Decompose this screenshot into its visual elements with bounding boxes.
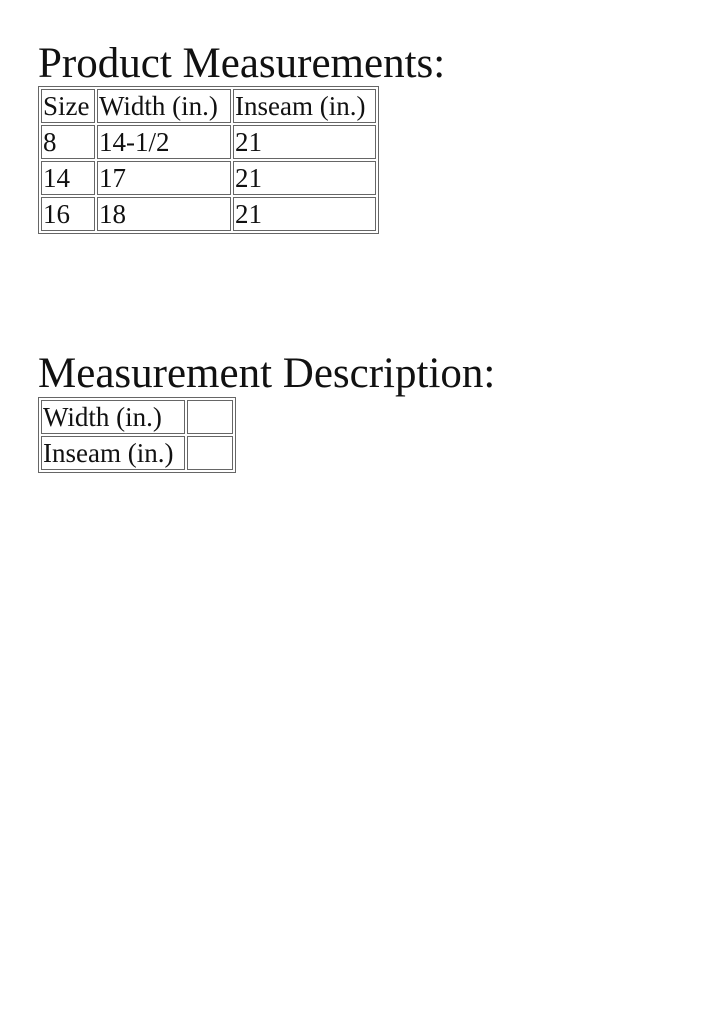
cell-size: 16 xyxy=(41,197,95,231)
description-value-inseam xyxy=(187,436,233,470)
cell-width: 14-1/2 xyxy=(97,125,231,159)
table-row xyxy=(41,197,376,231)
header-width: Width (in.) xyxy=(97,89,231,123)
header-inseam: Inseam (in.) xyxy=(233,89,376,123)
cell-size: 8 xyxy=(41,125,95,159)
cell-width: 17 xyxy=(97,161,231,195)
table-header-row xyxy=(41,89,376,123)
cell-size: 14 xyxy=(41,161,95,195)
table-row xyxy=(41,125,376,159)
cell-inseam: 21 xyxy=(233,197,376,231)
description-label-inseam: Inseam (in.) xyxy=(41,436,185,470)
product-measurements-title: Product Measurements: xyxy=(38,40,446,87)
product-measurements-table xyxy=(38,86,379,234)
measurement-description-title: Measurement Description: xyxy=(38,350,496,397)
cell-inseam: 21 xyxy=(233,125,376,159)
header-size: Size xyxy=(41,89,95,123)
description-value-width xyxy=(187,400,233,434)
measurement-description-table xyxy=(38,397,236,473)
cell-inseam: 21 xyxy=(233,161,376,195)
table-row xyxy=(41,400,233,434)
description-label-width: Width (in.) xyxy=(41,400,185,434)
cell-width: 18 xyxy=(97,197,231,231)
table-row xyxy=(41,161,376,195)
table-row xyxy=(41,436,233,470)
